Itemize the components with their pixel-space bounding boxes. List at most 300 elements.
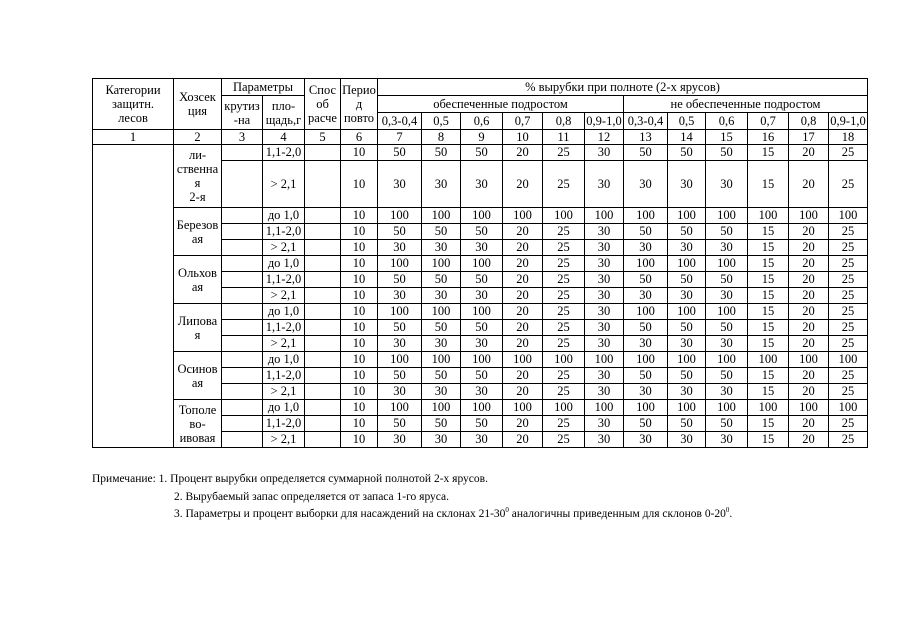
slope-cell xyxy=(222,208,263,224)
header-params: Параметры xyxy=(222,79,305,96)
pct-cell: 30 xyxy=(461,432,503,448)
pct-cell: 25 xyxy=(543,336,585,352)
pct-cell: 50 xyxy=(624,416,668,432)
slope-cell xyxy=(222,272,263,288)
species-cell: ли- ственна я 2-я xyxy=(174,145,222,208)
slope-cell xyxy=(222,432,263,448)
pct-cell: 30 xyxy=(585,368,624,384)
period-cell: 10 xyxy=(341,272,378,288)
pct-cell: 15 xyxy=(748,145,789,161)
pct-cell: 30 xyxy=(668,432,706,448)
pct-cell: 25 xyxy=(829,288,868,304)
header-not-provided: не обеспеченные подростом xyxy=(624,96,868,113)
pct-cell: 100 xyxy=(543,400,585,416)
method-cell xyxy=(305,256,341,272)
pct-cell: 100 xyxy=(789,400,829,416)
pct-cell: 100 xyxy=(585,352,624,368)
pct-cell: 20 xyxy=(503,304,543,320)
pct-cell: 100 xyxy=(378,256,422,272)
pct-cell: 100 xyxy=(422,352,461,368)
pct-cell: 50 xyxy=(461,320,503,336)
pct-cell: 100 xyxy=(748,400,789,416)
column-number: 7 xyxy=(378,130,422,145)
column-number: 9 xyxy=(461,130,503,145)
pct-cell: 20 xyxy=(503,240,543,256)
method-cell xyxy=(305,288,341,304)
pct-cell: 100 xyxy=(668,304,706,320)
pct-cell: 50 xyxy=(706,368,748,384)
pct-cell: 25 xyxy=(543,432,585,448)
period-cell: 10 xyxy=(341,288,378,304)
pct-cell: 50 xyxy=(668,272,706,288)
slope-cell xyxy=(222,240,263,256)
period-cell: 10 xyxy=(341,161,378,208)
slope-cell xyxy=(222,304,263,320)
pct-cell: 20 xyxy=(503,368,543,384)
period-cell: 10 xyxy=(341,384,378,400)
period-cell: 10 xyxy=(341,208,378,224)
pct-cell: 100 xyxy=(422,208,461,224)
area-cell: до 1,0 xyxy=(263,256,305,272)
pct-cell: 100 xyxy=(829,208,868,224)
pct-cell: 20 xyxy=(789,256,829,272)
pct-cell: 100 xyxy=(585,400,624,416)
pct-cell: 50 xyxy=(668,320,706,336)
area-cell: > 2,1 xyxy=(263,384,305,400)
pct-cell: 20 xyxy=(789,432,829,448)
pct-cell: 50 xyxy=(461,224,503,240)
slope-cell xyxy=(222,161,263,208)
area-cell: > 2,1 xyxy=(263,161,305,208)
pct-cell: 30 xyxy=(624,432,668,448)
pct-cell: 50 xyxy=(378,145,422,161)
method-cell xyxy=(305,304,341,320)
column-number: 1 xyxy=(93,130,174,145)
pct-cell: 30 xyxy=(585,336,624,352)
pct-cell: 15 xyxy=(748,384,789,400)
pct-cell: 15 xyxy=(748,336,789,352)
pct-cell: 15 xyxy=(748,288,789,304)
pct-cell: 50 xyxy=(422,416,461,432)
column-number: 3 xyxy=(222,130,263,145)
pct-cell: 100 xyxy=(829,352,868,368)
pct-cell: 50 xyxy=(378,272,422,288)
column-number: 13 xyxy=(624,130,668,145)
pct-cell: 50 xyxy=(668,416,706,432)
pct-cell: 30 xyxy=(585,224,624,240)
header-density: 0,5 xyxy=(422,113,461,130)
period-cell: 10 xyxy=(341,320,378,336)
pct-cell: 100 xyxy=(706,400,748,416)
pct-cell: 50 xyxy=(706,416,748,432)
header-density: 0,9-1,0 xyxy=(586,113,622,128)
pct-cell: 20 xyxy=(503,416,543,432)
method-cell xyxy=(305,352,341,368)
header-density: 0,9-1,0 xyxy=(830,113,866,128)
pct-cell: 50 xyxy=(461,272,503,288)
area-cell: > 2,1 xyxy=(263,288,305,304)
pct-cell: 25 xyxy=(543,272,585,288)
pct-cell: 30 xyxy=(422,432,461,448)
pct-cell: 25 xyxy=(829,224,868,240)
table-row xyxy=(93,208,868,224)
period-cell: 10 xyxy=(341,256,378,272)
pct-cell: 100 xyxy=(461,352,503,368)
pct-cell: 30 xyxy=(461,384,503,400)
pct-cell: 100 xyxy=(378,400,422,416)
header-density: 0,5 xyxy=(668,113,706,130)
pct-cell: 30 xyxy=(668,384,706,400)
method-cell xyxy=(305,272,341,288)
pct-cell: 100 xyxy=(503,208,543,224)
pct-cell: 30 xyxy=(461,336,503,352)
method-cell xyxy=(305,240,341,256)
pct-cell: 30 xyxy=(378,288,422,304)
pct-cell: 50 xyxy=(706,320,748,336)
pct-cell: 30 xyxy=(585,161,624,208)
pct-cell: 25 xyxy=(543,161,585,208)
pct-cell: 15 xyxy=(748,256,789,272)
pct-cell: 30 xyxy=(706,161,748,208)
table-header xyxy=(93,79,868,145)
pct-cell: 20 xyxy=(503,384,543,400)
column-number: 10 xyxy=(503,130,543,145)
pct-cell: 100 xyxy=(668,352,706,368)
pct-cell: 50 xyxy=(706,272,748,288)
pct-cell: 100 xyxy=(706,256,748,272)
pct-cell: 15 xyxy=(748,272,789,288)
area-cell: 1,1-2,0 xyxy=(263,416,305,432)
pct-cell: 100 xyxy=(624,352,668,368)
header-density: 0,7 xyxy=(503,113,543,130)
pct-cell: 30 xyxy=(378,240,422,256)
pct-cell: 25 xyxy=(829,320,868,336)
period-cell: 10 xyxy=(341,145,378,161)
pct-cell: 20 xyxy=(503,161,543,208)
species-cell: Березов ая xyxy=(174,208,222,256)
pct-cell: 15 xyxy=(748,320,789,336)
category-cell xyxy=(93,145,174,448)
pct-cell: 30 xyxy=(422,240,461,256)
pct-cell: 20 xyxy=(789,368,829,384)
pct-cell: 20 xyxy=(789,320,829,336)
pct-cell: 50 xyxy=(706,224,748,240)
pct-cell: 15 xyxy=(748,368,789,384)
pct-cell: 30 xyxy=(706,288,748,304)
pct-cell: 100 xyxy=(789,352,829,368)
pct-cell: 100 xyxy=(585,208,624,224)
pct-cell: 50 xyxy=(378,368,422,384)
note-2: 2. Вырубаемый запас определяется от запаса 1-го яруса. xyxy=(174,490,450,503)
area-cell: 1,1-2,0 xyxy=(263,368,305,384)
pct-cell: 25 xyxy=(829,240,868,256)
pct-cell: 25 xyxy=(543,224,585,240)
slope-cell xyxy=(222,224,263,240)
header-density: 0,3-0,4 xyxy=(378,113,422,130)
area-cell: 1,1-2,0 xyxy=(263,145,305,161)
pct-cell: 30 xyxy=(378,432,422,448)
pct-cell: 25 xyxy=(543,256,585,272)
table-row xyxy=(93,256,868,272)
pct-cell: 50 xyxy=(668,145,706,161)
pct-cell: 20 xyxy=(503,432,543,448)
pct-cell: 25 xyxy=(829,432,868,448)
pct-cell: 50 xyxy=(668,368,706,384)
pct-cell: 30 xyxy=(422,161,461,208)
header-density: 0,3-0,4 xyxy=(624,113,668,130)
pct-cell: 15 xyxy=(748,224,789,240)
period-cell: 10 xyxy=(341,224,378,240)
header-density: 0,6 xyxy=(706,113,748,130)
pct-cell: 20 xyxy=(789,304,829,320)
slope-cell xyxy=(222,400,263,416)
pct-cell: 100 xyxy=(624,400,668,416)
area-cell: 1,1-2,0 xyxy=(263,320,305,336)
pct-cell: 25 xyxy=(829,161,868,208)
pct-cell: 20 xyxy=(503,336,543,352)
period-cell: 10 xyxy=(341,432,378,448)
table-row xyxy=(93,400,868,416)
pct-cell: 30 xyxy=(585,384,624,400)
pct-cell: 30 xyxy=(585,272,624,288)
header-density: 0,7 xyxy=(748,113,789,130)
pct-cell: 25 xyxy=(829,368,868,384)
header-method: Спос об расче xyxy=(305,79,341,130)
pct-cell: 30 xyxy=(624,161,668,208)
area-cell: > 2,1 xyxy=(263,432,305,448)
pct-cell: 20 xyxy=(503,224,543,240)
pct-cell: 50 xyxy=(422,224,461,240)
pct-cell: 25 xyxy=(543,145,585,161)
pct-cell: 100 xyxy=(829,400,868,416)
pct-cell: 20 xyxy=(789,161,829,208)
period-cell: 10 xyxy=(341,336,378,352)
pct-cell: 50 xyxy=(461,145,503,161)
pct-cell: 100 xyxy=(789,208,829,224)
header-slope: крутиз -на xyxy=(222,96,263,130)
method-cell xyxy=(305,208,341,224)
column-number: 4 xyxy=(263,130,305,145)
column-number: 8 xyxy=(422,130,461,145)
pct-cell: 20 xyxy=(789,416,829,432)
pct-cell: 30 xyxy=(624,240,668,256)
pct-cell: 30 xyxy=(668,161,706,208)
slope-cell xyxy=(222,145,263,161)
area-cell: до 1,0 xyxy=(263,304,305,320)
species-cell: Осинов ая xyxy=(174,352,222,400)
table-row xyxy=(93,304,868,320)
pct-cell: 100 xyxy=(422,304,461,320)
header-category: Категории защитн. лесов xyxy=(93,79,174,130)
pct-cell: 50 xyxy=(378,224,422,240)
method-cell xyxy=(305,320,341,336)
column-number: 14 xyxy=(668,130,706,145)
area-cell: до 1,0 xyxy=(263,208,305,224)
column-number: 11 xyxy=(543,130,585,145)
pct-cell: 20 xyxy=(503,145,543,161)
pct-cell: 20 xyxy=(789,240,829,256)
slope-cell xyxy=(222,320,263,336)
method-cell xyxy=(305,161,341,208)
slope-cell xyxy=(222,368,263,384)
pct-cell: 100 xyxy=(461,400,503,416)
pct-cell: 100 xyxy=(706,208,748,224)
pct-cell: 30 xyxy=(585,145,624,161)
pct-cell: 100 xyxy=(422,256,461,272)
period-cell: 10 xyxy=(341,416,378,432)
pct-cell: 25 xyxy=(829,272,868,288)
slope-cell xyxy=(222,416,263,432)
pct-cell: 100 xyxy=(461,208,503,224)
pct-cell: 50 xyxy=(461,416,503,432)
pct-cell: 15 xyxy=(748,416,789,432)
method-cell xyxy=(305,336,341,352)
column-number: 18 xyxy=(829,130,868,145)
pct-cell: 30 xyxy=(706,432,748,448)
pct-cell: 30 xyxy=(422,336,461,352)
column-number: 15 xyxy=(706,130,748,145)
period-cell: 10 xyxy=(341,368,378,384)
pct-cell: 25 xyxy=(543,416,585,432)
pct-cell: 20 xyxy=(789,384,829,400)
pct-cell: 20 xyxy=(503,272,543,288)
species-cell: Ольхов ая xyxy=(174,256,222,304)
pct-cell: 50 xyxy=(706,145,748,161)
species-cell: Тополе во- ивовая xyxy=(174,400,222,448)
pct-cell: 20 xyxy=(789,272,829,288)
header-pct-title: % вырубки при полноте (2-х ярусов) xyxy=(378,79,868,96)
pct-cell: 30 xyxy=(585,240,624,256)
pct-cell: 25 xyxy=(829,256,868,272)
pct-cell: 30 xyxy=(706,336,748,352)
pct-cell: 30 xyxy=(624,384,668,400)
pct-cell: 50 xyxy=(668,224,706,240)
pct-cell: 30 xyxy=(422,384,461,400)
pct-cell: 50 xyxy=(624,368,668,384)
area-cell: > 2,1 xyxy=(263,336,305,352)
pct-cell: 20 xyxy=(789,224,829,240)
cutting-table xyxy=(92,78,868,448)
notes xyxy=(92,471,732,524)
header-density: 0,8 xyxy=(789,113,829,130)
slope-cell xyxy=(222,384,263,400)
pct-cell: 20 xyxy=(503,288,543,304)
pct-cell: 100 xyxy=(668,256,706,272)
method-cell xyxy=(305,400,341,416)
column-number: 16 xyxy=(748,130,789,145)
pct-cell: 100 xyxy=(668,208,706,224)
pct-cell: 100 xyxy=(543,208,585,224)
note-3: 3. Параметры и процент выборки для насаждений на склонах $21-30^0$ аналогичны приведенным для склонов $0-20^0$. xyxy=(174,506,733,520)
pct-cell: 25 xyxy=(829,384,868,400)
pct-cell: 30 xyxy=(585,432,624,448)
pct-cell: 100 xyxy=(422,400,461,416)
pct-cell: 30 xyxy=(378,336,422,352)
pct-cell: 100 xyxy=(378,352,422,368)
table-row xyxy=(93,352,868,368)
pct-cell: 25 xyxy=(543,384,585,400)
pct-cell: 20 xyxy=(789,145,829,161)
method-cell xyxy=(305,384,341,400)
pct-cell: 50 xyxy=(422,320,461,336)
slope-cell xyxy=(222,352,263,368)
header-provided: обеспеченные подростом xyxy=(378,96,624,113)
header-density: 0,6 xyxy=(461,113,503,130)
area-cell: 1,1-2,0 xyxy=(263,224,305,240)
pct-cell: 30 xyxy=(585,304,624,320)
area-cell: до 1,0 xyxy=(263,400,305,416)
pct-cell: 50 xyxy=(624,224,668,240)
method-cell xyxy=(305,432,341,448)
pct-cell: 100 xyxy=(706,304,748,320)
column-number: 6 xyxy=(341,130,378,145)
pct-cell: 20 xyxy=(789,288,829,304)
note-1: Примечание: 1. Процент вырубки определяется суммарной полнотой 2-х ярусов. xyxy=(92,473,488,485)
pct-cell: 100 xyxy=(461,304,503,320)
pct-cell: 30 xyxy=(706,384,748,400)
pct-cell: 50 xyxy=(378,416,422,432)
table-row xyxy=(93,145,868,161)
pct-cell: 30 xyxy=(585,320,624,336)
area-cell: > 2,1 xyxy=(263,240,305,256)
pct-cell: 30 xyxy=(624,288,668,304)
pct-cell: 100 xyxy=(706,352,748,368)
pct-cell: 15 xyxy=(748,304,789,320)
header-hozsekciya: Хозсек ция xyxy=(174,79,222,130)
pct-cell: 30 xyxy=(422,288,461,304)
pct-cell: 100 xyxy=(748,352,789,368)
pct-cell: 30 xyxy=(378,161,422,208)
pct-cell: 30 xyxy=(378,384,422,400)
pct-cell: 30 xyxy=(461,288,503,304)
pct-cell: 25 xyxy=(829,336,868,352)
method-cell xyxy=(305,145,341,161)
slope-cell xyxy=(222,336,263,352)
pct-cell: 100 xyxy=(378,304,422,320)
pct-cell: 100 xyxy=(378,208,422,224)
pct-cell: 30 xyxy=(585,416,624,432)
pct-cell: 100 xyxy=(503,352,543,368)
pct-cell: 50 xyxy=(624,272,668,288)
pct-cell: 25 xyxy=(829,304,868,320)
pct-cell: 30 xyxy=(461,240,503,256)
pct-cell: 30 xyxy=(585,288,624,304)
pct-cell: 50 xyxy=(378,320,422,336)
pct-cell: 100 xyxy=(503,400,543,416)
pct-cell: 100 xyxy=(461,256,503,272)
pct-cell: 30 xyxy=(668,336,706,352)
pct-cell: 20 xyxy=(503,256,543,272)
pct-cell: 100 xyxy=(748,208,789,224)
period-cell: 10 xyxy=(341,352,378,368)
pct-cell: 100 xyxy=(543,352,585,368)
area-cell: 1,1-2,0 xyxy=(263,272,305,288)
pct-cell: 20 xyxy=(789,336,829,352)
pct-cell: 30 xyxy=(706,240,748,256)
pct-cell: 15 xyxy=(748,240,789,256)
period-cell: 10 xyxy=(341,400,378,416)
column-number: 5 xyxy=(305,130,341,145)
area-cell: до 1,0 xyxy=(263,352,305,368)
pct-cell: 50 xyxy=(422,272,461,288)
header-density: 0,8 xyxy=(543,113,585,130)
pct-cell: 30 xyxy=(624,336,668,352)
method-cell xyxy=(305,368,341,384)
slope-cell xyxy=(222,288,263,304)
pct-cell: 50 xyxy=(461,368,503,384)
pct-cell: 30 xyxy=(668,240,706,256)
pct-cell: 25 xyxy=(543,304,585,320)
